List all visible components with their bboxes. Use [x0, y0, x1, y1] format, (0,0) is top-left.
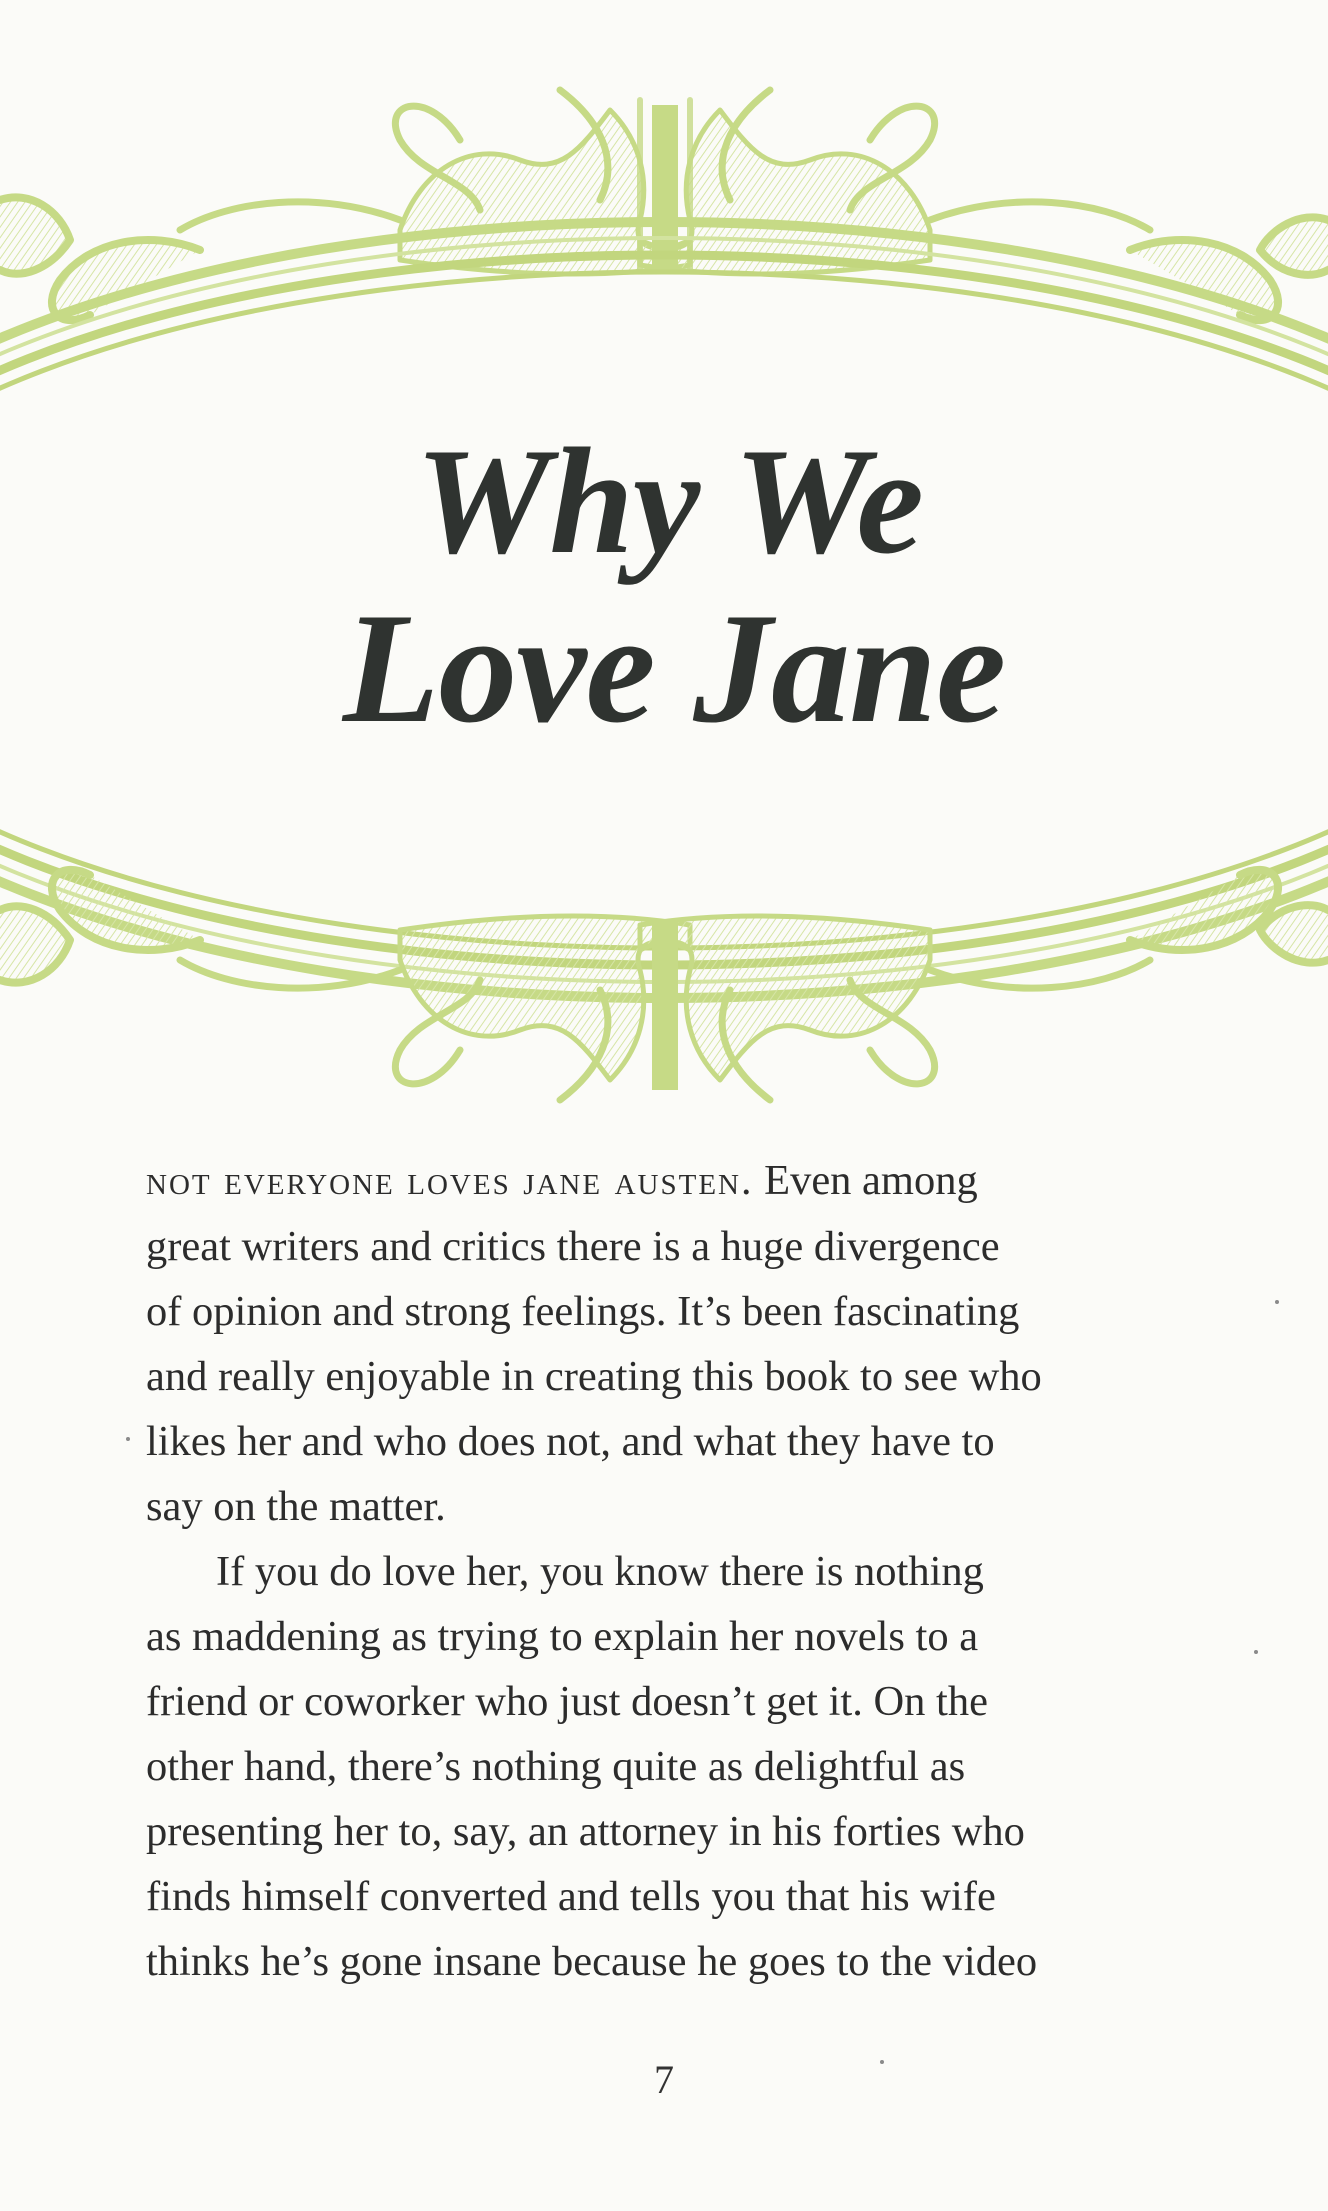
text-line: presenting her to, say, an attorney in his forties who [146, 1808, 1025, 1855]
title-line-2: Love Jane [342, 581, 1006, 756]
top-leaves-ornament [0, 90, 1328, 320]
scan-speck [1254, 1650, 1258, 1654]
text-line: thinks he’s gone insane because he goes to the video [146, 1938, 1038, 1985]
paragraph-1-line-1 [146, 1148, 1206, 1214]
scan-speck [880, 2060, 884, 2064]
lead-in-smallcaps: not everyone loves jane austen. [146, 1158, 754, 1204]
scan-speck [126, 1437, 130, 1441]
text-line: If you do love her, you know there is nothing [216, 1548, 984, 1595]
lead-in-rest: Even among [753, 1157, 978, 1204]
text-line: friend or coworker who just doesn’t get it. On the [146, 1678, 988, 1725]
paragraph-2 [146, 1539, 1206, 1994]
text-line: great writers and critics there is a huge divergence [146, 1223, 1000, 1270]
text-line: of opinion and strong feelings. It’s been fascinating [146, 1288, 1020, 1335]
text-line: say on the matter. [146, 1483, 446, 1530]
text-line: as maddening as trying to explain her novels to a [146, 1613, 979, 1660]
text-line: and really enjoyable in creating this book to see who [146, 1353, 1042, 1400]
text-line: finds himself converted and tells you that his wife [146, 1873, 996, 1920]
paragraph-1 [146, 1148, 1206, 1539]
bottom-leaves-ornament [0, 870, 1328, 1100]
text-line: other hand, there’s nothing quite as delightful as [146, 1743, 966, 1790]
body-text [146, 1148, 1206, 1994]
scan-speck [1275, 1300, 1279, 1304]
page-number: 7 [654, 2057, 674, 2102]
text-line: likes her and who does not, and what they have to [146, 1418, 995, 1465]
title-line-1: Why We [415, 417, 923, 585]
